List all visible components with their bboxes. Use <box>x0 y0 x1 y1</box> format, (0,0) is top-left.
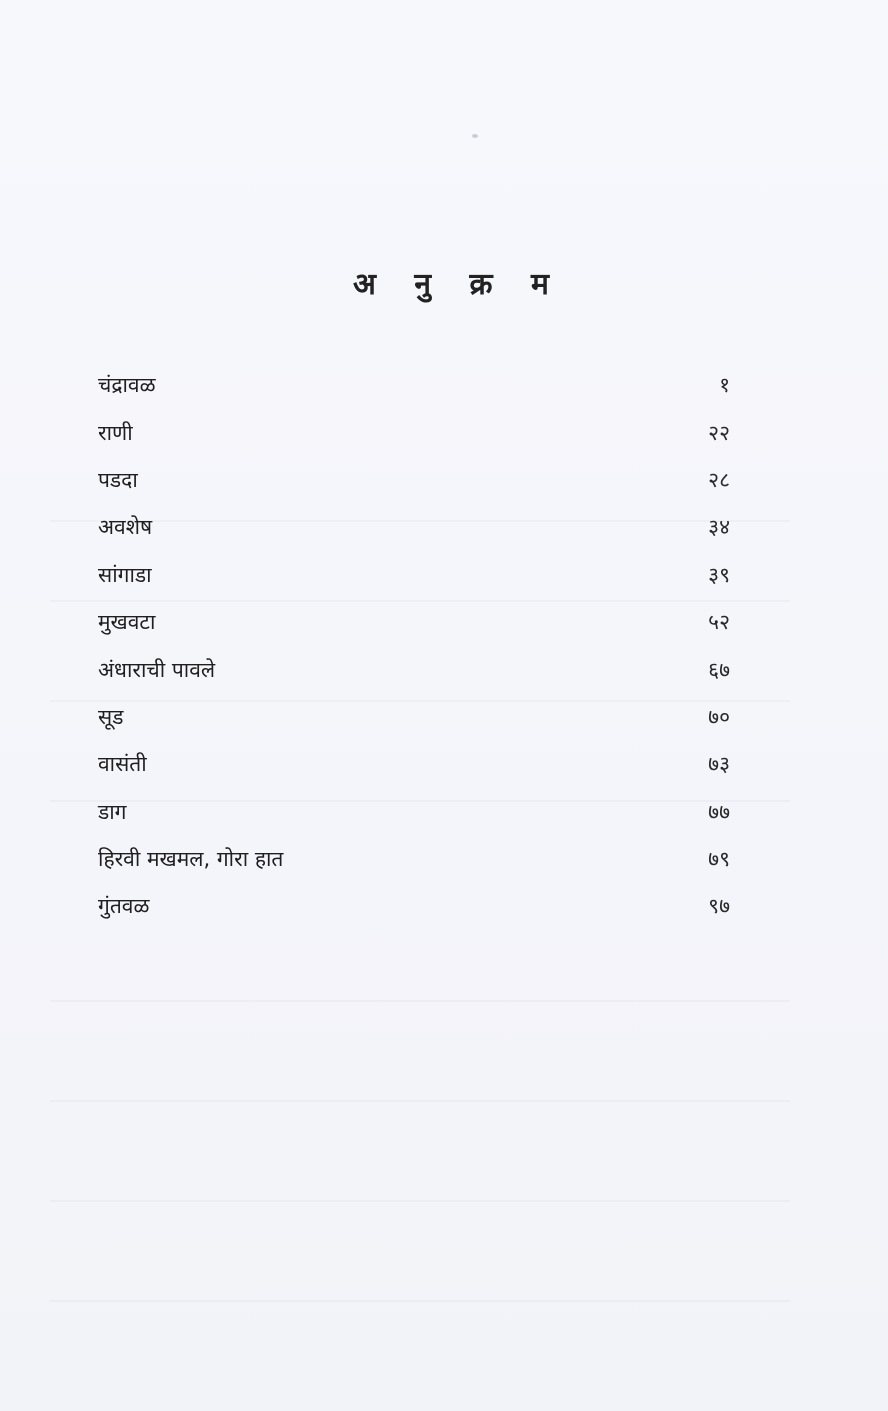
toc-entry-page: २८ <box>708 467 730 492</box>
print-speck <box>472 134 478 138</box>
show-through-line <box>50 1000 790 1002</box>
toc-entry <box>98 836 730 883</box>
toc-entry-title: अंधाराची पावले <box>98 657 216 682</box>
toc-entry <box>98 883 730 930</box>
toc-entry-title: अवशेष <box>98 515 153 540</box>
toc-entry <box>98 409 730 456</box>
toc-entry-page: ७३ <box>708 752 730 777</box>
toc-entry-title: सांगाडा <box>98 562 152 587</box>
contents-heading: अ नु क्र म <box>353 267 563 302</box>
table-of-contents <box>98 362 730 931</box>
toc-entry-title: हिरवी मखमल, गोरा हात <box>98 847 284 872</box>
toc-entry <box>98 646 730 693</box>
show-through-line <box>50 1300 790 1302</box>
toc-entry-page: ६७ <box>708 657 730 682</box>
toc-entry-page: २२ <box>708 420 730 445</box>
toc-entry-page: ३४ <box>708 515 730 540</box>
toc-entry-title: राणी <box>98 420 133 445</box>
show-through-line <box>50 1100 790 1102</box>
toc-entry <box>98 552 730 599</box>
toc-entry-title: गुंतवळ <box>98 894 150 919</box>
toc-entry-title: वासंती <box>98 752 147 777</box>
toc-entry-title: डाग <box>98 799 127 824</box>
toc-entry <box>98 789 730 836</box>
toc-entry <box>98 457 730 504</box>
toc-entry-page: ५२ <box>708 610 730 635</box>
toc-entry-page: १ <box>719 373 730 398</box>
toc-entry <box>98 694 730 741</box>
show-through-line <box>50 1200 790 1202</box>
toc-entry-title: मुखवटा <box>98 610 156 635</box>
toc-entry-page: ३९ <box>708 562 730 587</box>
toc-entry-page: ७९ <box>708 847 730 872</box>
toc-entry <box>98 504 730 551</box>
toc-entry-page: ७० <box>708 704 730 729</box>
toc-entry-title: चंद्रावळ <box>98 373 156 398</box>
toc-entry <box>98 741 730 788</box>
toc-entry-page: ७७ <box>708 799 730 824</box>
toc-entry-title: सूड <box>98 704 124 729</box>
toc-entry-page: ९७ <box>708 894 730 919</box>
toc-entry <box>98 599 730 646</box>
toc-entry-title: पडदा <box>98 467 138 492</box>
toc-entry <box>98 362 730 409</box>
